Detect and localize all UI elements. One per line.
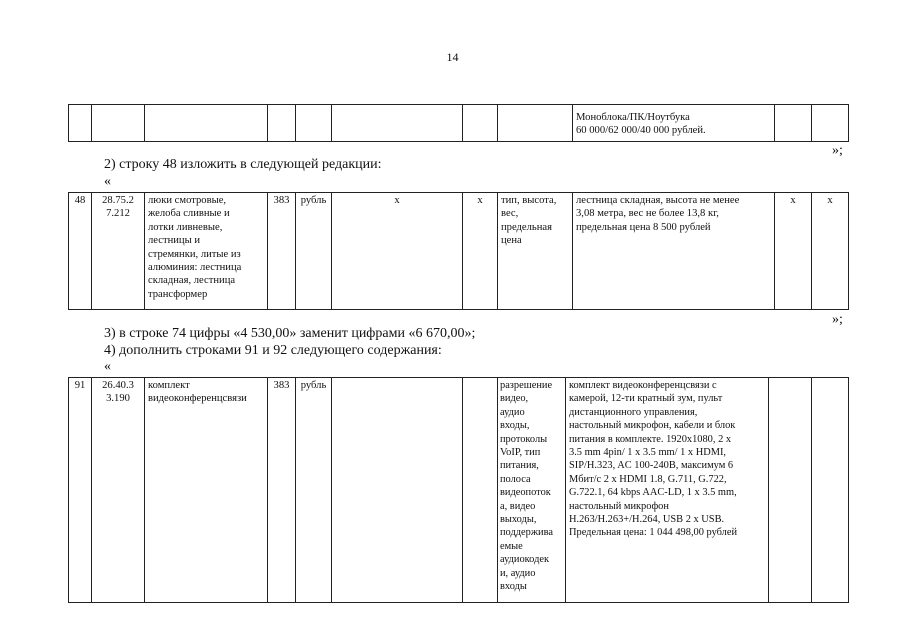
table-cell [573,105,775,142]
cell-line: 26.40.3 [102,380,134,391]
opening-quote: « [104,359,111,374]
cell-line: видео, [500,393,529,405]
cell-line: видеопоток [500,487,551,499]
cell-line: питания в комплекте. 1920x1080, 2 x [569,433,732,445]
code-cell [92,378,145,603]
empty-cell [463,378,498,603]
page-number: 14 [446,50,459,64]
cell-line: дистанционного управления, [569,406,698,418]
cell-line: видеоконференцсвязи [148,393,247,405]
cell-line: алюминия: лестница [148,262,242,274]
cell-line: лотки ливневые, [148,221,223,233]
properties-cell [498,193,573,310]
cell-line: складная, лестница [148,275,236,287]
empty-cell [332,378,463,603]
description-cell [566,378,769,603]
properties-cell [498,378,566,603]
table-row-91 [68,377,849,603]
cell-line: цена [501,235,522,247]
okei-cell: 383 [268,193,296,310]
unit-cell: рубль [296,378,332,603]
cell-line: 3,08 метра, вес не более 13,8 кг, [576,208,719,220]
cell-line: 28.75.2 [102,195,134,206]
cell-line: Мбит/с 2 x HDMI 1.8, G.711, G.722, [569,473,727,485]
cell-line: входы [500,581,527,593]
row-number: 91 [69,378,92,603]
cell-line: предельная [501,221,552,233]
cell-line: полоса [500,473,531,485]
cell-line: протоколы [500,433,548,445]
closing-quote: »; [832,312,843,327]
cell-line: стремянки, литые из [148,248,241,260]
empty-cell [769,378,812,603]
empty-cell [812,378,849,603]
opening-quote: « [104,174,111,189]
cell-line: Предельная цена: 1 044 498,00 рублей [569,527,738,539]
paragraph-item-2: 2) строку 48 изложить в следующей редакции: [104,157,382,172]
paragraph-item-4: 4) дополнить строками 91 и 92 следующего содержания: [104,343,442,358]
cell-line: комплект видеоконференцсвязи с [569,380,717,391]
cell-line: лестницы и [148,235,201,247]
table-row [69,193,849,310]
name-cell [145,378,268,603]
cell-line: желоба сливные и [148,208,230,220]
x-cell: x [332,193,463,310]
row-number: 48 [69,193,92,310]
cell-line: емые [500,540,523,552]
cell-line: разрешение [500,380,553,391]
paragraph-item-3: 3) в строке 74 цифры «4 530,00» заменит цифрами «6 670,00»; [104,326,476,341]
cell-line: и, аудио [500,567,536,579]
cell-line: 3.190 [106,393,130,405]
x-cell: x [775,193,812,310]
cell-line: камерой, 12-ти кратный зум, пульт [569,393,723,405]
cell-line: выходы, [500,514,537,526]
cell-line: предельная цена 8 500 рублей [576,221,711,233]
closing-quote: »; [832,143,843,158]
cell-line: вес, [501,208,519,220]
cell-line: питания, [500,460,539,472]
cell-line: G.722.1, 64 kbps AAC-LD, 1 x 3.5 mm, [569,487,737,499]
cell-line: H.263/H.263+/H.264, USB 2 x USB. [569,514,725,526]
cell-line: комплект [148,380,190,391]
cell-line: тип, высота, [501,195,557,206]
name-cell [145,193,268,310]
cell-line: настольный микрофон [569,500,669,512]
x-cell: x [812,193,849,310]
cell-line: аудиокодек [500,554,550,566]
cell-line: SIP/H.323, AC 100-240B, максимум 6 [569,460,734,472]
cell-line: поддержива [500,527,553,539]
cell-line: входы, [500,420,530,432]
table-continuation [68,104,849,142]
cell-line: 7.212 [106,208,130,220]
cell-line: настольный микрофон, кабели и блок [569,420,736,432]
cell-line: трансформер [148,288,208,300]
cell-line: люки смотровые, [148,195,227,206]
table-row [69,378,849,603]
x-cell: x [463,193,498,310]
description-cell [573,193,775,310]
cell-line: а, видео [500,500,536,512]
cell-line: лестница складная, высота не менее [576,195,740,206]
table-row-48 [68,192,849,310]
cell-line: 3.5 mm 4pin/ 1 x 3.5 mm/ 1 x HDMI, [569,447,727,459]
code-cell [92,193,145,310]
cell-line: Моноблока/ПК/Ноутбука [576,112,690,123]
cell-line: 60 000/62 000/40 000 рублей. [576,125,706,137]
cell-line: VoIP, тип [500,447,541,459]
unit-cell: рубль [296,193,332,310]
okei-cell: 383 [268,378,296,603]
cell-line: аудио [500,406,525,418]
